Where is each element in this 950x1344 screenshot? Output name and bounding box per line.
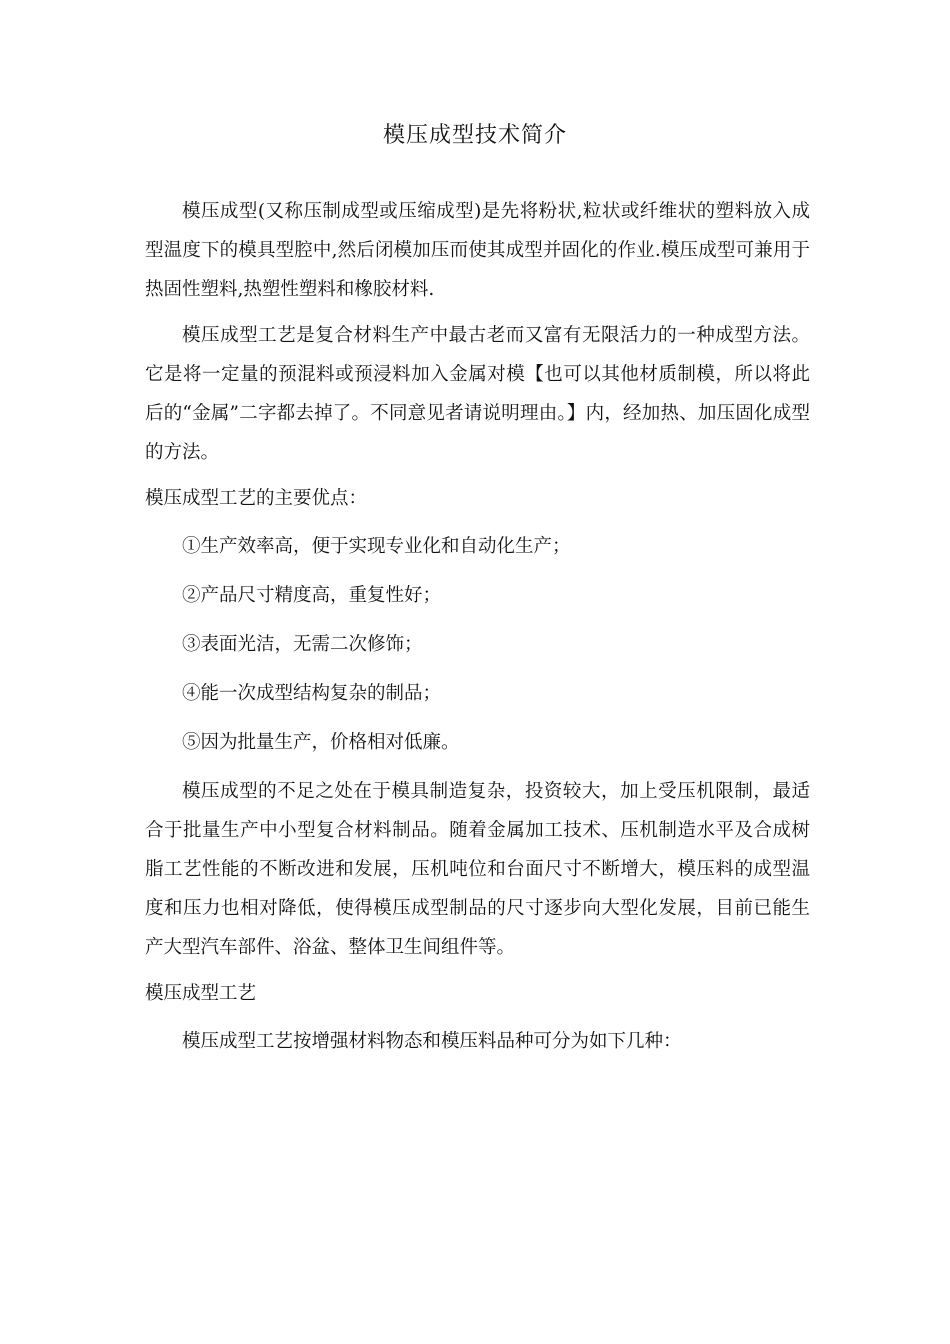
list-item: ⑤因为批量生产，价格相对低廉。 bbox=[182, 732, 460, 753]
paragraph-process-overview: 模压成型工艺是复合材料生产中最古老而又富有无限活力的一种成型方法。它是将一定量的预混料或预浸料加入金属对模【也可以其他材质制模，所以将此后的“金属”二字都去掉了。不同意见者请说明理由。】内，经加热、加压固化成型的方法。 bbox=[145, 325, 810, 463]
list-item: ③表面光洁，无需二次修饰； bbox=[182, 634, 423, 655]
paragraph-process-intro: 模压成型工艺按增强材料物态和模压料品种可分为如下几种： bbox=[182, 1031, 682, 1052]
document-body bbox=[145, 192, 810, 1061]
document-title: 模压成型技术简介 bbox=[382, 123, 567, 148]
list-item: ①生产效率高，便于实现专业化和自动化生产； bbox=[182, 536, 571, 557]
process-heading: 模压成型工艺 bbox=[145, 983, 257, 1004]
list-item: ④能一次成型结构复杂的制品； bbox=[182, 683, 442, 704]
list-item: ②产品尺寸精度高，重复性好； bbox=[182, 585, 442, 606]
advantages-heading: 模压成型工艺的主要优点： bbox=[145, 488, 368, 509]
paragraph-disadvantages: 模压成型的不足之处在于模具制造复杂，投资较大，加上受压机限制，最适合于批量生产中小型复合材料制品。随着金属加工技术、压机制造水平及合成树脂工艺性能的不断改进和发展，压机吨位和台面尺寸不断增大，模压料的成型温度和压力也相对降低，使得模压成型制品的尺寸逐步向大型化发展，目前已能生产大型汽车部件、浴盆、整体卫生间组件等。 bbox=[145, 781, 810, 958]
paragraph-definition: 模压成型(又称压制成型或压缩成型)是先将粉状,粒状或纤维状的塑料放入成型温度下的模具型腔中,然后闭模加压而使其成型并固化的作业.模压成型可兼用于热固性塑料,热塑性塑料和橡胶材料. bbox=[145, 201, 810, 300]
advantages-list bbox=[145, 527, 810, 762]
